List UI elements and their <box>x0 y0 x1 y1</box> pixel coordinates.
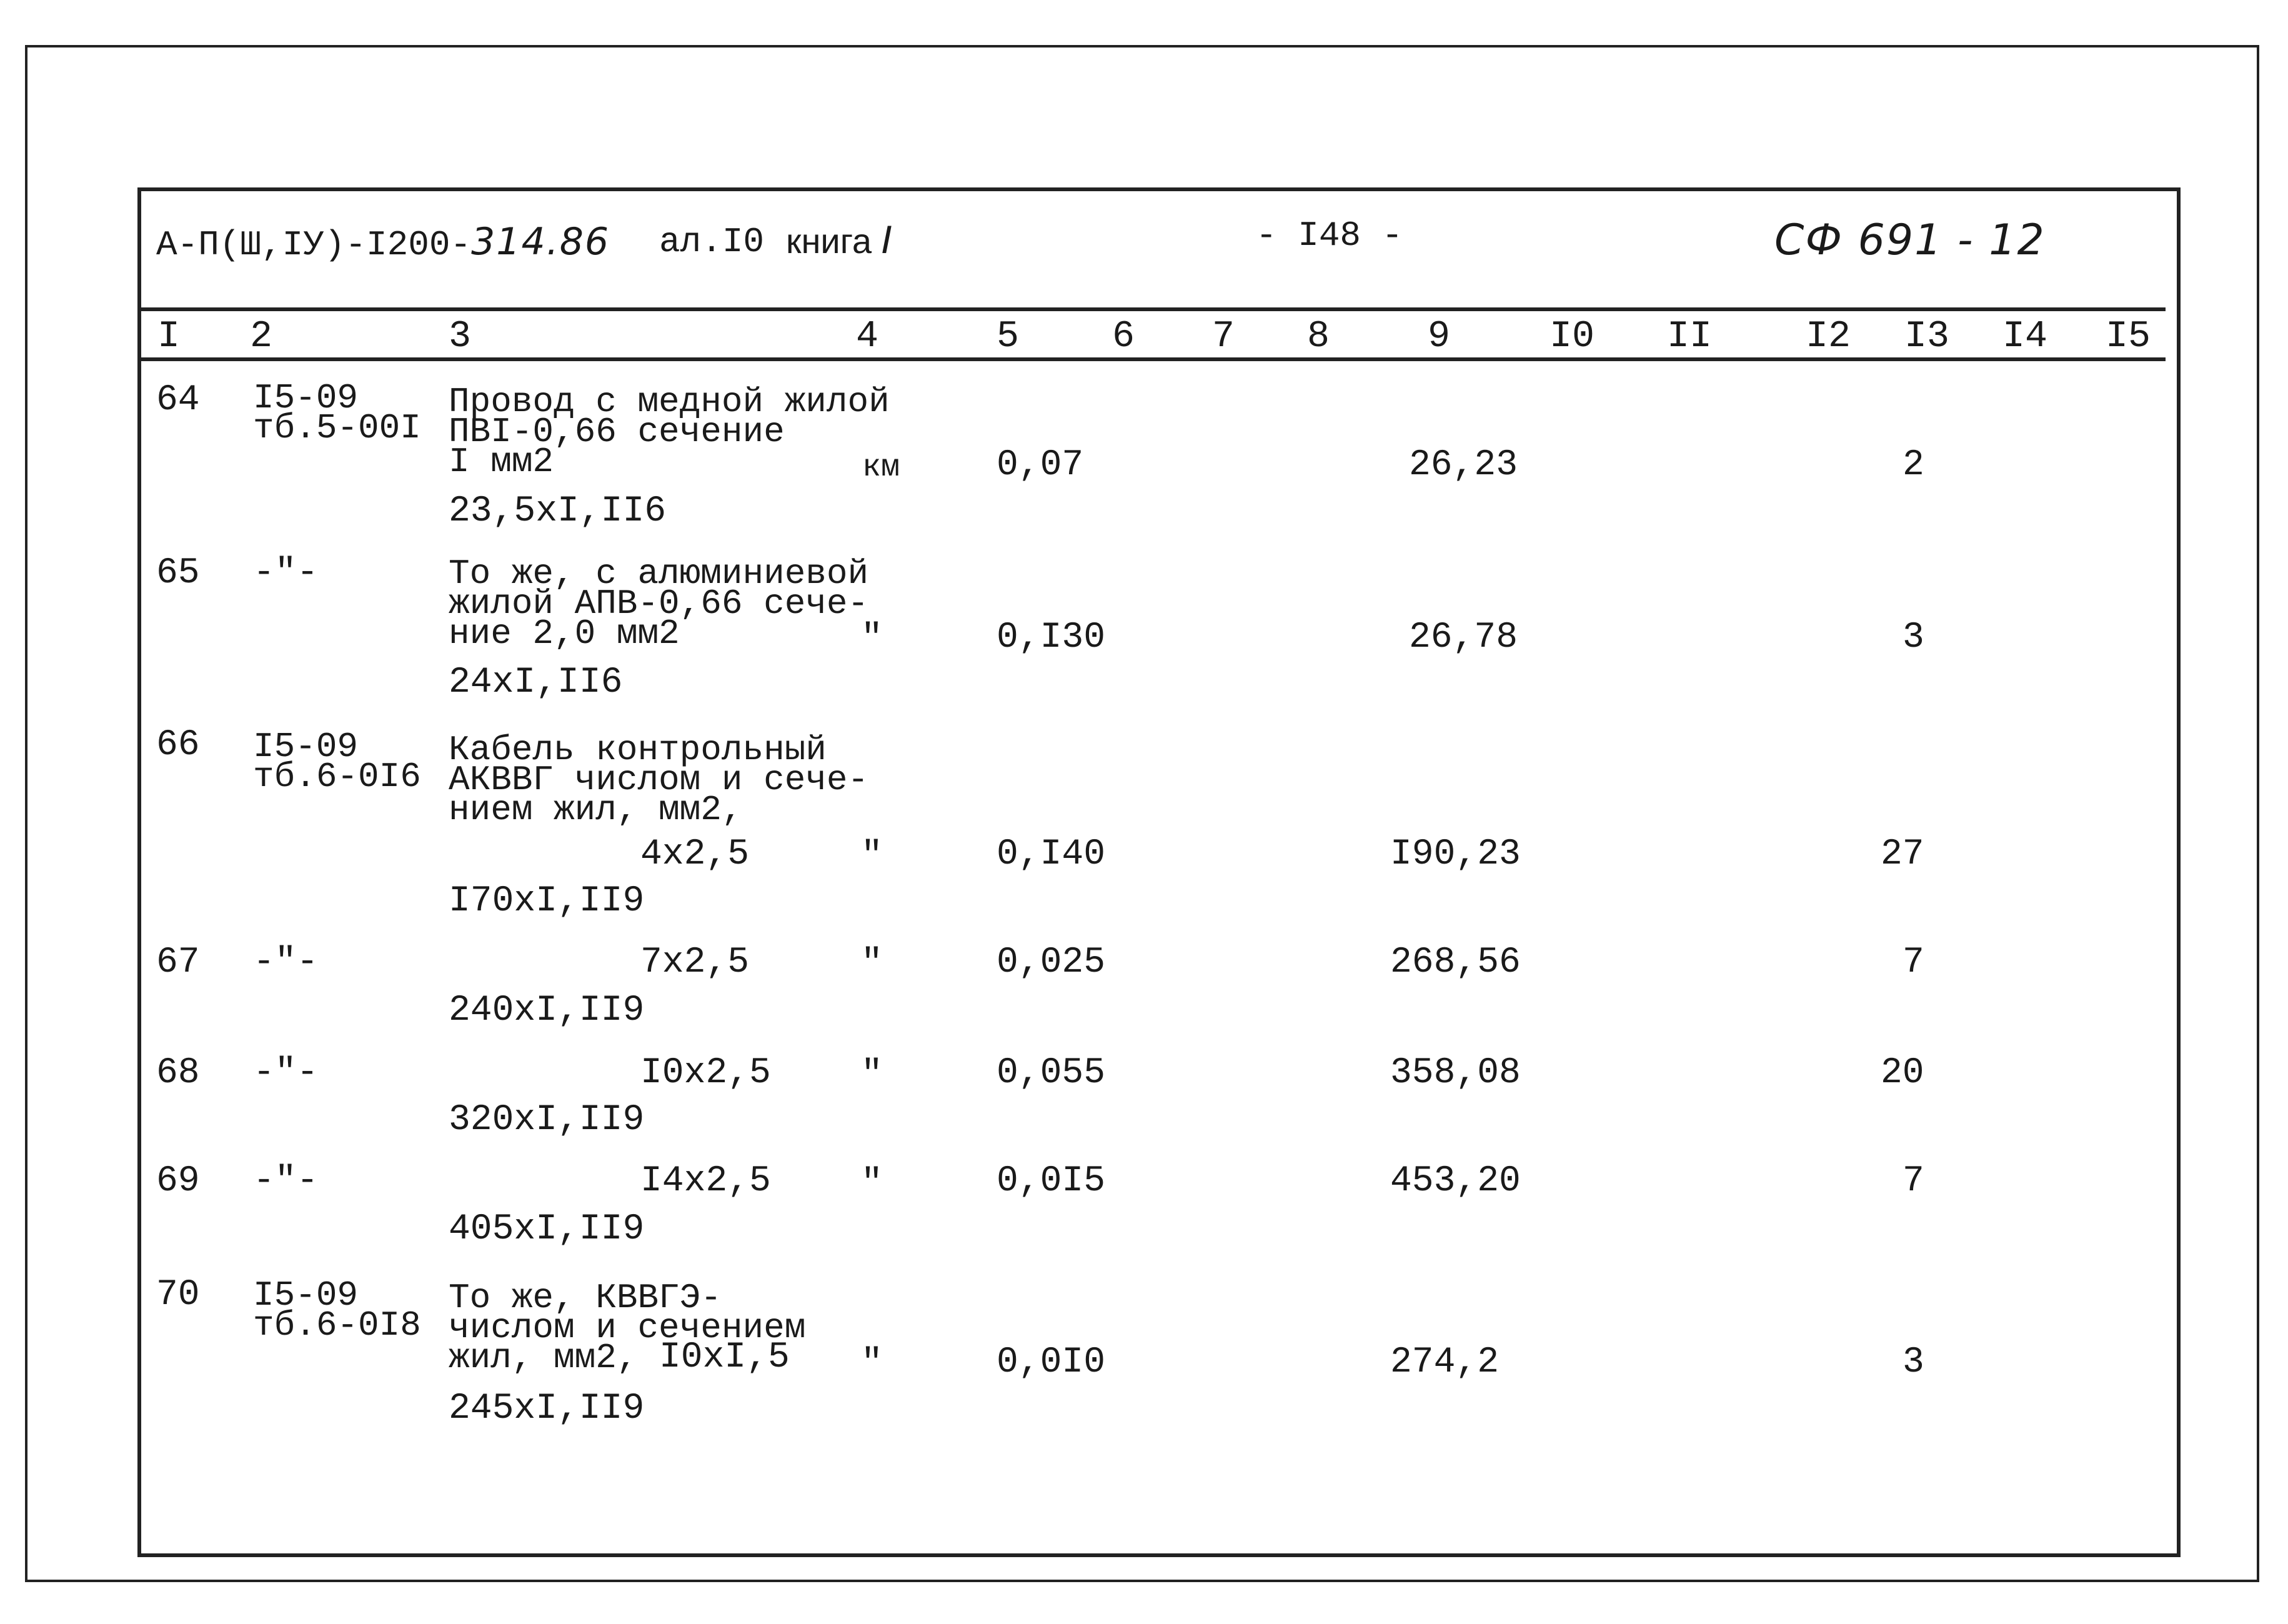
column-header-7: 7 <box>1212 316 1235 358</box>
row-quantity: 0,I40 <box>997 834 1106 875</box>
description-line: Провод с медной жилой <box>449 382 890 422</box>
row-number: 65 <box>156 553 200 594</box>
description-line: жилой АПВ-0,66 сече- <box>449 584 869 624</box>
row-quantity: 0,07 <box>997 445 1084 486</box>
description-line: числом и сечением <box>449 1308 806 1348</box>
doc-code-handwritten: 314.86 <box>471 220 610 264</box>
row-price: 26,78 <box>1409 617 1518 658</box>
row-price: 453,20 <box>1390 1161 1521 1202</box>
row-calculation: 24xI,II6 <box>449 662 623 703</box>
row-calculation: 240xI,II9 <box>449 990 645 1031</box>
row-size: 4x2,5 <box>640 834 750 875</box>
column-header-5: 5 <box>997 316 1020 358</box>
description-line: ние 2,0 мм2 <box>449 614 680 654</box>
inner-frame <box>137 187 2181 1557</box>
row-calculation: 245xI,II9 <box>449 1388 645 1429</box>
row-size: I0x2,5 <box>640 1053 771 1093</box>
row-number: 66 <box>156 725 200 765</box>
row-unit: " <box>861 1163 883 1204</box>
row-code: -"- <box>253 1161 319 1202</box>
row-number: 69 <box>156 1161 200 1202</box>
column-header-11: II <box>1667 316 1713 358</box>
column-header-14: I4 <box>2002 316 2048 358</box>
row-quantity: 0,055 <box>997 1053 1106 1093</box>
row-number: 68 <box>156 1053 200 1093</box>
row-number: 67 <box>156 942 200 983</box>
book-label <box>786 219 893 262</box>
row-code <box>253 1275 421 1345</box>
header-rule-bottom <box>141 357 2166 361</box>
description-line: жил, мм2, <box>449 1338 638 1378</box>
row-calculation: 23,5xI,II6 <box>449 491 667 532</box>
row-column-13: 2 <box>1903 445 1924 486</box>
row-unit: км <box>862 450 900 486</box>
doc-code-printed: А-П(Ш,IУ)-I200- <box>156 225 472 265</box>
row-price: I90,23 <box>1390 834 1521 875</box>
row-description <box>449 554 869 654</box>
row-unit: " <box>861 1343 883 1384</box>
row-code: -"- <box>253 1053 319 1093</box>
column-header-4: 4 <box>856 316 879 358</box>
row-price: 358,08 <box>1390 1053 1521 1093</box>
row-column-13: 20 <box>1881 1053 1924 1093</box>
row-code <box>253 378 421 448</box>
code-line: I5-09 <box>253 1275 359 1315</box>
row-column-13: 7 <box>1903 942 1924 983</box>
row-quantity: 0,0I0 <box>997 1342 1106 1383</box>
page-number: - I48 - <box>1256 216 1403 256</box>
row-unit: " <box>861 836 883 877</box>
row-price: 274,2 <box>1390 1342 1500 1383</box>
row-size: I0xI,5 <box>659 1337 790 1378</box>
row-size: I4x2,5 <box>640 1161 771 1202</box>
row-quantity: 0,025 <box>997 942 1106 983</box>
column-header-1: I <box>157 316 181 358</box>
column-header-6: 6 <box>1112 316 1135 358</box>
row-quantity: 0,I30 <box>997 617 1106 658</box>
description-line: ПВI-0,66 сечение <box>449 412 785 452</box>
code-line: I5-09 <box>253 727 359 767</box>
row-size: 7x2,5 <box>640 942 750 983</box>
row-unit: " <box>861 944 883 984</box>
row-unit: " <box>861 1055 883 1095</box>
header-rule-top <box>141 307 2166 311</box>
row-code: -"- <box>253 553 319 594</box>
row-description <box>449 382 890 482</box>
column-header-9: 9 <box>1428 316 1451 358</box>
description-line: То же, с алюминиевой <box>449 554 869 594</box>
row-column-13: 27 <box>1881 834 1924 875</box>
row-quantity: 0,0I5 <box>997 1161 1106 1202</box>
column-header-8: 8 <box>1307 316 1330 358</box>
row-description <box>449 730 869 830</box>
row-calculation: 405xI,II9 <box>449 1209 645 1250</box>
column-header-12: I2 <box>1806 316 1851 358</box>
row-price: 26,23 <box>1409 445 1518 486</box>
code-line: тб.6-0I6 <box>253 757 421 797</box>
album-label: ал.I0 <box>659 222 765 262</box>
row-number: 64 <box>156 380 200 421</box>
row-price: 268,56 <box>1390 942 1521 983</box>
row-calculation: I70xI,II9 <box>449 881 645 922</box>
description-line: Кабель контрольный <box>449 730 827 770</box>
row-code <box>253 727 421 797</box>
row-code: -"- <box>253 942 319 983</box>
stamp-number: СФ 691 - 12 <box>1774 216 2046 265</box>
doc-code <box>156 220 610 265</box>
row-calculation: 320xI,II9 <box>449 1100 645 1140</box>
row-unit: " <box>861 619 883 659</box>
description-line: I мм2 <box>449 442 554 482</box>
code-line: I5-09 <box>253 378 359 418</box>
row-column-13: 3 <box>1903 1342 1924 1383</box>
column-header-15: I5 <box>2106 316 2151 358</box>
column-header-10: I0 <box>1549 316 1595 358</box>
column-header-2: 2 <box>250 316 273 358</box>
description-line: нием жил, мм2, <box>449 790 743 830</box>
book-number: I <box>881 219 894 262</box>
book-word: книга <box>786 221 872 261</box>
row-column-13: 7 <box>1903 1161 1924 1202</box>
row-number: 70 <box>156 1275 200 1315</box>
column-header-3: 3 <box>449 316 472 358</box>
code-line: тб.6-0I8 <box>253 1305 421 1345</box>
column-header-13: I3 <box>1904 316 1950 358</box>
description-line: То же, КВВГЭ- <box>449 1278 722 1318</box>
code-line: тб.5-00I <box>253 408 421 448</box>
row-column-13: 3 <box>1903 617 1924 658</box>
description-line: АКВВГ числом и сече- <box>449 760 869 800</box>
